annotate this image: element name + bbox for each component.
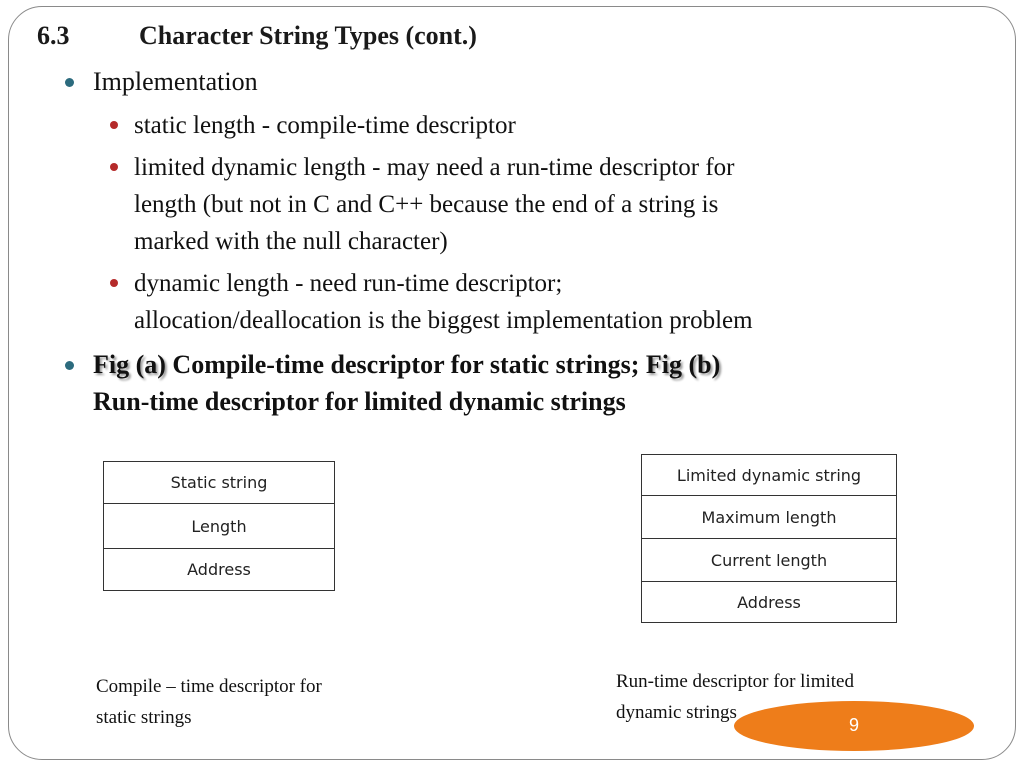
caption-line-2: dynamic strings: [616, 702, 737, 723]
fig-a-text: Compile-time descriptor for static strings;: [165, 350, 646, 379]
caption-line-2: static strings: [96, 707, 192, 728]
limited-dynamic-descriptor-table: [641, 454, 897, 623]
caption-figure-a: [96, 671, 322, 733]
fig-b-label: Fig (b): [645, 350, 721, 379]
descriptor-row: Current length: [642, 539, 897, 582]
bullet-dot-icon: [65, 78, 74, 87]
bullet-text: static length - compile-time descriptor: [134, 112, 516, 139]
title-text: Character String Types (cont.): [139, 21, 477, 50]
static-string-descriptor-table: [103, 461, 335, 591]
descriptor-row: Limited dynamic string: [642, 455, 897, 496]
descriptor-row: Maximum length: [642, 496, 897, 539]
descriptor-row: Length: [104, 504, 335, 549]
descriptor-row: Static string: [104, 462, 335, 504]
bullet-text-line-1: limited dynamic length - may need a run-time descriptor for: [134, 154, 735, 181]
caption-line-1: Run-time descriptor for limited: [616, 671, 854, 692]
page-number: 9: [848, 715, 859, 735]
descriptor-row: Address: [104, 549, 335, 591]
bullet-text: Implementation: [93, 67, 258, 96]
bullet-dot-icon: [65, 361, 74, 370]
section-number: 6.3: [37, 21, 70, 50]
bullet-text-line-1: dynamic length - need run-time descriptor;: [134, 270, 563, 297]
caption-line-1: Compile – time descriptor for: [96, 676, 322, 697]
bullet-dot-icon: [110, 121, 118, 129]
bullet-dot-icon: [110, 279, 118, 287]
bullet-dot-icon: [110, 163, 118, 171]
bullet-text-line-2: allocation/deallocation is the biggest implementation problem: [134, 307, 753, 334]
descriptor-row: Address: [642, 582, 897, 623]
fig-a-label: Fig (a): [93, 350, 166, 379]
fig-line-1: [93, 347, 720, 383]
bullet-text-line-2: length (but not in C and C++ because the end of a string is: [134, 191, 719, 218]
slide-title: [37, 21, 477, 51]
fig-line-2: Run-time descriptor for limited dynamic strings: [93, 387, 626, 416]
caption-figure-b: [616, 666, 854, 728]
bullet-text-line-3: marked with the null character): [134, 228, 448, 255]
